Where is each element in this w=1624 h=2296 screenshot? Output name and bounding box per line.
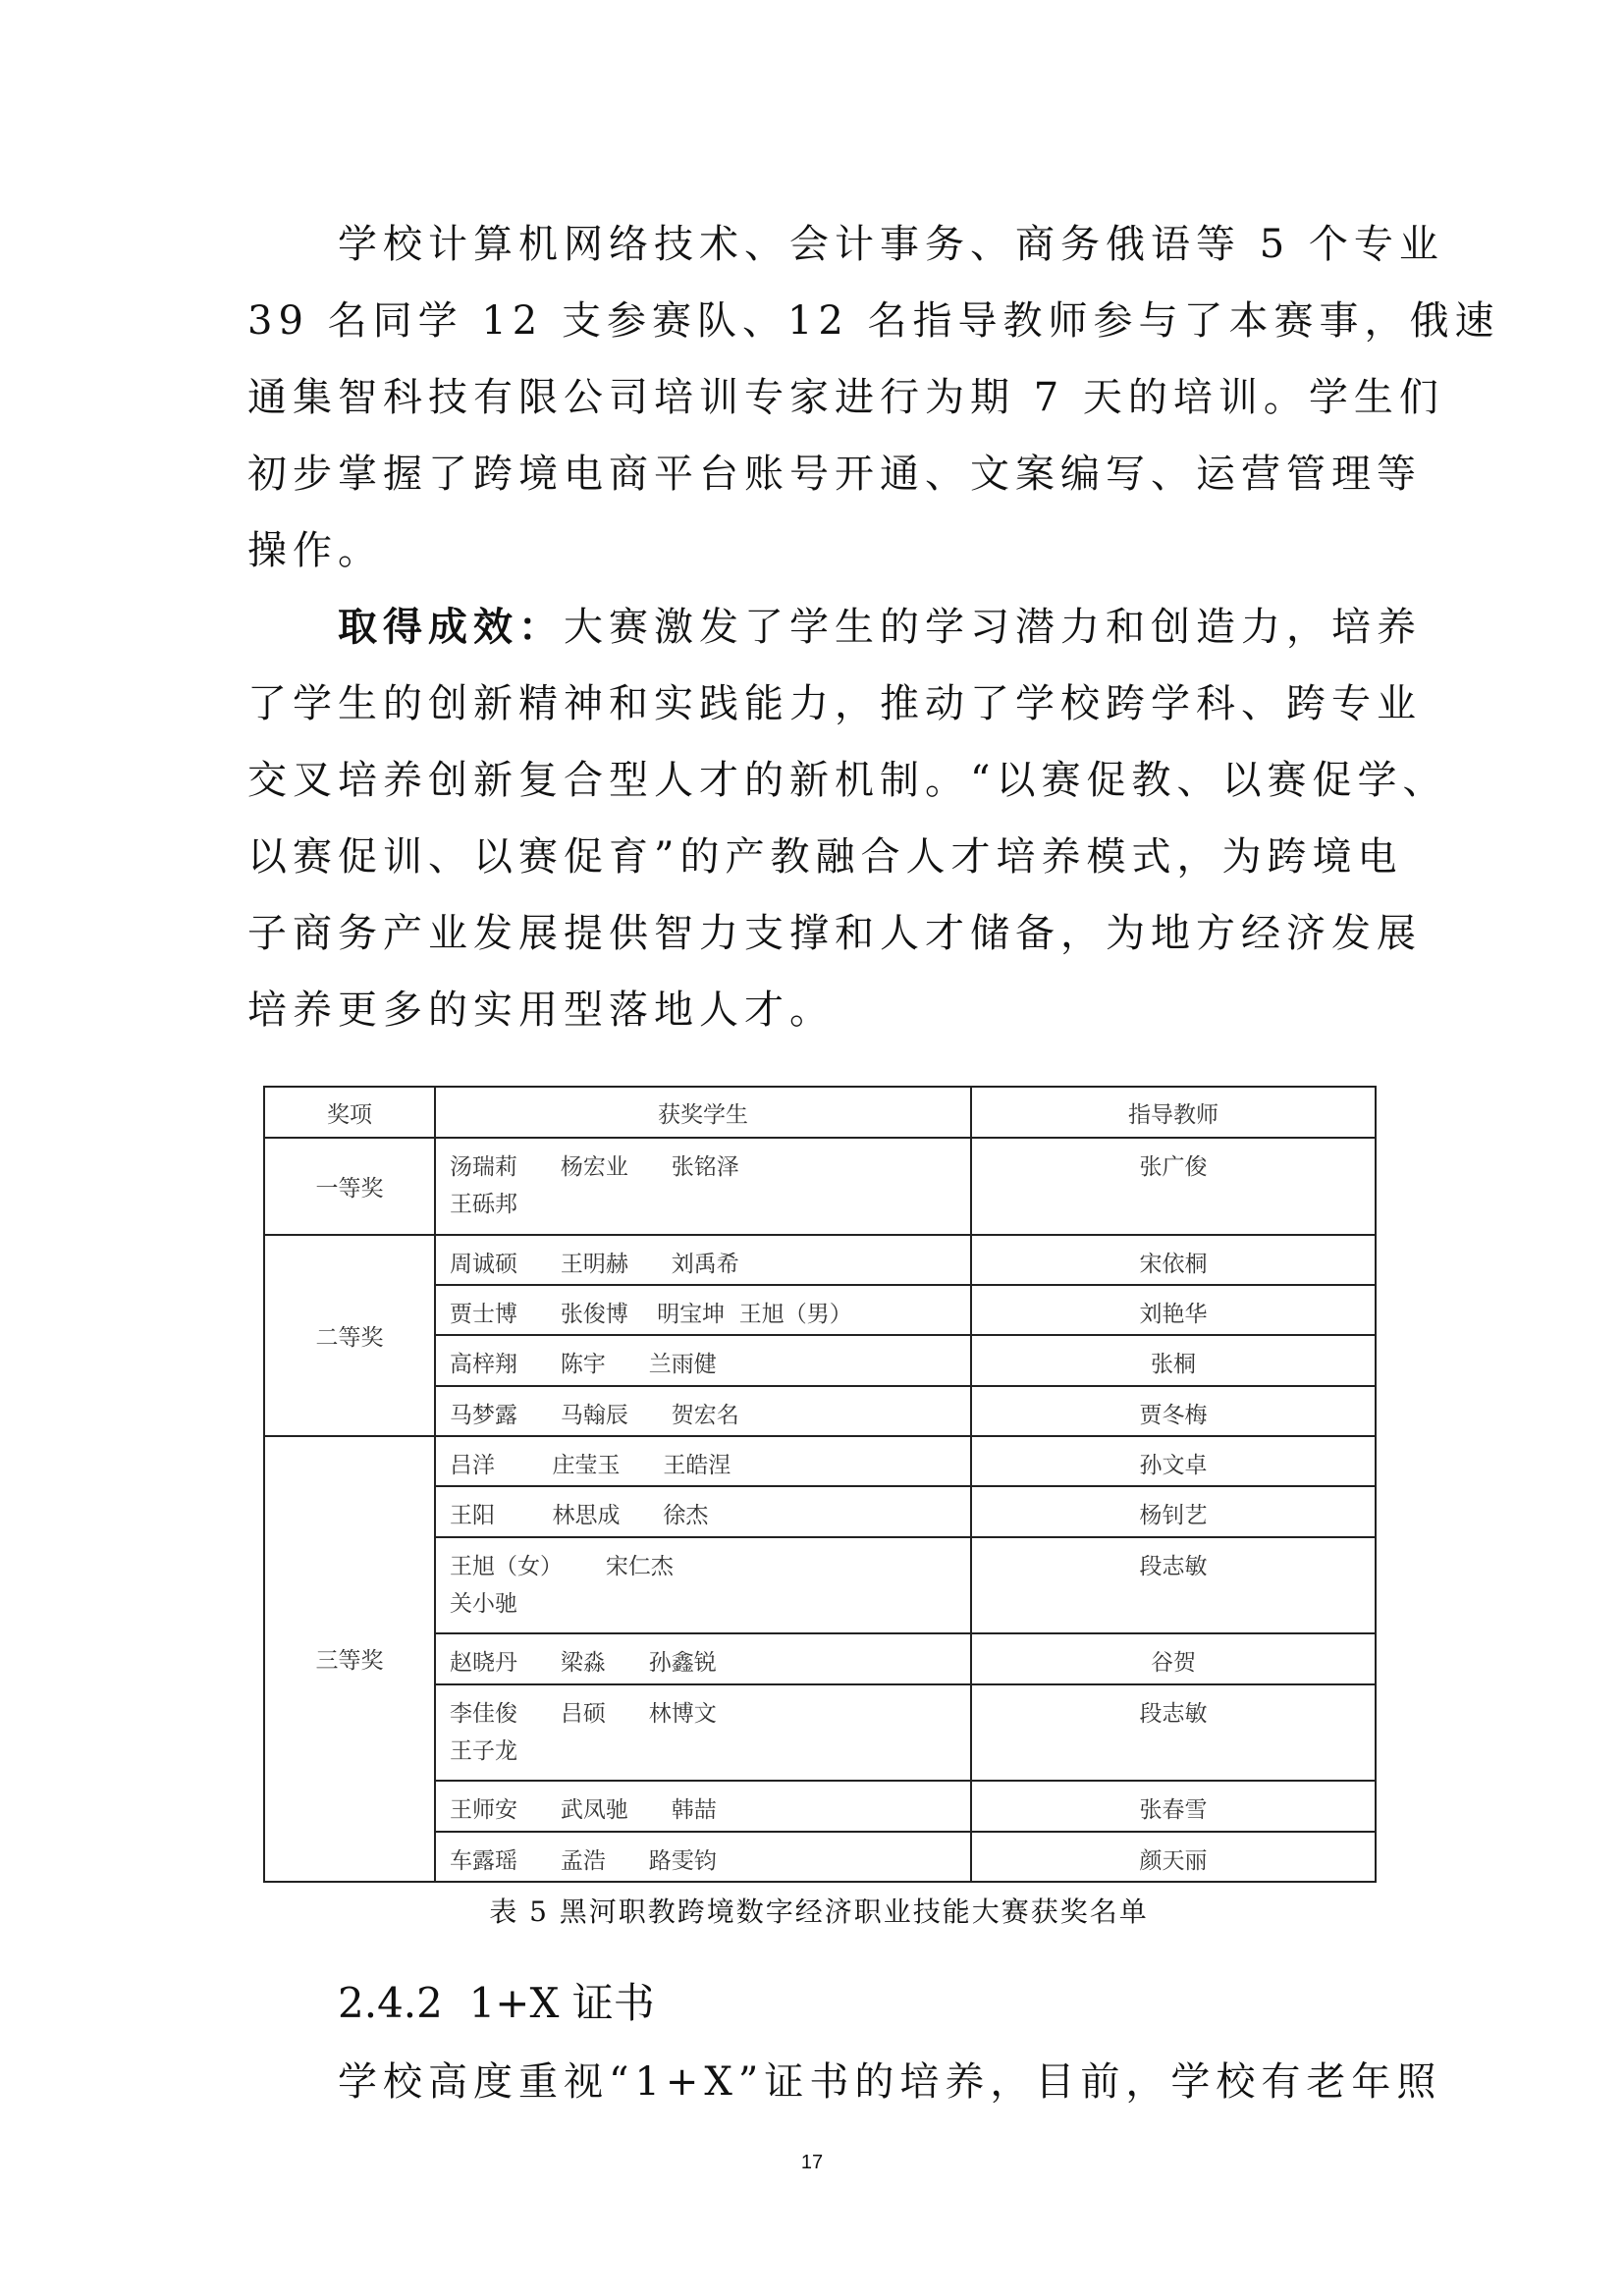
teacher-cell: 颜天丽 [971, 1832, 1376, 1882]
students-line: 王阳 林思成 徐杰 [450, 1503, 709, 1529]
students-line: 李佳俊 吕硕 林博文 [450, 1700, 717, 1727]
students-cell [435, 1633, 971, 1683]
paragraph-line: 交叉培养创新复合型人才的新机制。“以赛促教、以赛促学、 [247, 758, 1448, 803]
header-award: 奖项 [264, 1087, 435, 1138]
teacher-cell: 宋依桐 [971, 1235, 1376, 1285]
students-cell [435, 1684, 971, 1782]
table-row [264, 1436, 1376, 1486]
paragraph-3: 学校高度重视“1+X”证书的培养，目前，学校有老年照 [338, 2059, 1442, 2105]
teacher-cell: 杨钊艺 [971, 1486, 1376, 1536]
paragraph-line: 操作。 [247, 528, 383, 573]
teacher-cell: 段志敏 [971, 1684, 1376, 1782]
students-cell [435, 1235, 971, 1285]
students-line: 王砾邦 [450, 1192, 517, 1217]
students-line: 高梓翔 陈宇 兰雨健 [450, 1352, 717, 1378]
teacher-cell: 张桐 [971, 1335, 1376, 1385]
students-cell [435, 1781, 971, 1831]
students-cell [435, 1386, 971, 1436]
section-heading: 2.4.2 1+X 证书 [338, 1979, 655, 2027]
students-line: 贾士博 张俊博 明宝坤 王旭（男） [450, 1301, 852, 1327]
award-category: 二等奖 [264, 1235, 435, 1436]
header-students: 获奖学生 [435, 1087, 971, 1138]
paragraph-line: 了学生的创新精神和实践能力，推动了学校跨学科、跨专业 [247, 681, 1422, 726]
table-row [264, 1138, 1376, 1235]
students-cell [435, 1537, 971, 1634]
paragraph-line [338, 589, 1422, 666]
students-line: 汤瑞莉 杨宏业 张铭泽 [450, 1154, 739, 1180]
teacher-cell: 谷贺 [971, 1633, 1376, 1683]
teacher-cell: 孙文卓 [971, 1436, 1376, 1486]
students-cell [435, 1832, 971, 1882]
paragraph-line: 初步掌握了跨境电商平台账号开通、文案编写、运营管理等 [247, 452, 1422, 497]
teacher-cell: 贾冬梅 [971, 1386, 1376, 1436]
teacher-cell: 刘艳华 [971, 1285, 1376, 1335]
students-cell [435, 1335, 971, 1385]
students-line: 王旭（女） 宋仁杰 [450, 1553, 674, 1579]
teacher-cell: 张春雪 [971, 1781, 1376, 1831]
students-line: 周诚硕 王明赫 刘禹希 [450, 1251, 739, 1277]
students-line: 赵晓丹 梁淼 孙鑫锐 [450, 1650, 717, 1677]
paragraph-line: 学校计算机网络技术、会计事务、商务俄语等 5 个专业 [338, 222, 1444, 267]
students-cell [435, 1138, 971, 1235]
header-teacher: 指导教师 [971, 1087, 1376, 1138]
paragraph-line: 以赛促训、以赛促育”的产教融合人才培养模式，为跨境电 [247, 834, 1403, 880]
table-caption: 表 5 黑河职教跨境数字经济职业技能大赛获奖名单 [489, 1896, 1149, 1928]
students-cell [435, 1486, 971, 1536]
students-line: 关小驰 [450, 1590, 517, 1617]
students-line: 马梦露 马翰辰 贺宏名 [450, 1402, 739, 1428]
paragraph-text: 大赛激发了学生的学习潜力和创造力，培养 [564, 605, 1422, 650]
paragraph-label: 取得成效： [338, 604, 564, 650]
paragraph-line: 39 名同学 12 支参赛队、12 名指导教师参与了本赛事，俄速 [247, 298, 1500, 344]
students-line: 王子龙 [450, 1737, 517, 1764]
students-cell [435, 1285, 971, 1335]
award-category: 一等奖 [264, 1138, 435, 1235]
students-line: 吕洋 庄莹玉 王皓涅 [450, 1452, 731, 1478]
page-number: 17 [800, 2152, 824, 2173]
table-header-row [264, 1087, 1376, 1138]
teacher-cell: 张广俊 [971, 1138, 1376, 1235]
students-line: 王师安 武凤驰 韩喆 [450, 1797, 717, 1824]
award-table-body [264, 1138, 1376, 1882]
award-table [263, 1086, 1377, 1883]
paragraph-line: 培养更多的实用型落地人才。 [247, 988, 835, 1033]
paragraph-line: 子商务产业发展提供智力支撑和人才储备，为地方经济发展 [247, 911, 1422, 956]
table-row [264, 1235, 1376, 1285]
award-category: 三等奖 [264, 1436, 435, 1882]
students-cell [435, 1436, 971, 1486]
teacher-cell: 段志敏 [971, 1537, 1376, 1634]
students-line: 车露瑶 孟浩 路雯钧 [450, 1847, 717, 1874]
paragraph-line: 通集智科技有限公司培训专家进行为期 7 天的培训。学生们 [247, 375, 1444, 420]
